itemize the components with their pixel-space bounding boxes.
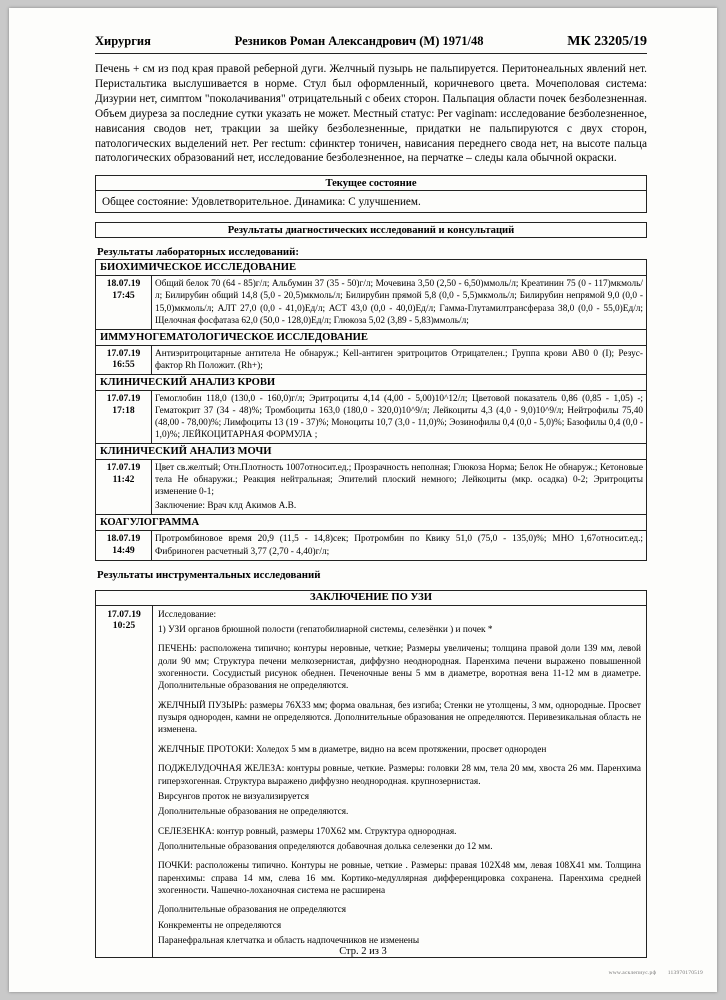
intro-paragraph: Печень + см из под края правой реберной дуги. Желчный пузырь не пальпируется. Перитонеальных явлений нет. Перистальтика выслушивается в норме. Стул был оформленный, коричневого цвета. Мочеполовая система: Дизурии нет, симптом "поколачивания" отрицательный с обеих сторон. Пальпация области почек безболезненная. Объем диуреза за последние сутки указать не может. Местный статус: Per vaginam: исследование безболезненное, нависания сводов нет, тракции за шейку безболезненные, придатки не пальпируются с двух сторон, патологических выделений нет. Per rectum: сфинктер тоничен, нависания переднего свода нет, на высоте пальца патологических образований нет, исследование безболезненное, на перчатке – следы кала обычной окраски. xyxy=(95,63,647,165)
usi-time: 10:25 xyxy=(112,620,136,632)
table-row xyxy=(96,276,647,329)
table-row xyxy=(96,374,647,390)
lab-datetime xyxy=(96,276,152,329)
usi-datetime xyxy=(96,606,153,957)
usi-paragraph: Дополнительные образования не определяются xyxy=(158,905,347,916)
usi-block xyxy=(95,606,647,958)
lab-values xyxy=(152,460,647,515)
usi-paragraph: 1) УЗИ органов брюшной полости (гепатобилиарной системы, селезёнки ) и почек * xyxy=(158,624,493,635)
page-number: Стр. 2 из 3 xyxy=(339,946,387,957)
lab-values: Общий белок 70 (64 - 85)г/л; Альбумин 37 (35 - 50)г/л; Мочевина 3,50 (2,50 - 6,50)ммоль/л; Креатинин 75 (0 - 117)мкмоль/л; Билирубин общий 14,8 (5,0 - 20,5)мкмоль/л; Билирубин прямой 5,8 (0,0 - 5,5)мкмоль/л; Билирубин непрямой 9,0 (0,0 - 15,0)мкмоль/л; АЛТ 27,0 (0,0 - 41,0)Ед/л; АСТ 43,0 (0,0 - 40,0)Ед/л; Гамма-Глутамилтрансфераза 38,0 (0,0 - 55,0)Ед/л; Щелочная фосфатаза 62,0 (50,0 - 128,0)Ед/л; Глюкоза 5,02 (3,89 - 5,83)ммоль/л; xyxy=(152,276,647,329)
lab-results-table xyxy=(95,259,647,560)
table-row xyxy=(96,515,647,531)
footer-site: www.асклепиус.рф xyxy=(608,970,657,976)
usi-paragraph: ПОЧКИ: расположены типично. Контуры не ровные, четкие . Размеры: правая 102Х48 мм, левая 108Х41 мм. Толщина паренхимы: справа 14 мм, слева 16 мм. Кортико-медуллярная дифференцировка сохранена. Паренхима средней эхогенности. Чашечно-лоханочная система не расширена xyxy=(158,861,641,897)
usi-paragraph: ЖЕЛЧНЫЙ ПУЗЫРЬ: размеры 76Х33 мм; форма овальная, без изгиба; Стенки не утолщены, 3 мм, однородные. Просвет пузыря однороден, камни не определяются. Дополнительные образования не определяются. Перивезикальная область не изменена. xyxy=(158,700,641,736)
lab-time: 11:42 xyxy=(112,473,135,485)
document-header xyxy=(95,34,647,54)
lab-values: Протромбиновое время 20,9 (11,5 - 14,8)сек; Протромбин по Квику 51,0 (75,0 - 135,0)%; МНО 1,67относит.ед.; Фибриноген расчетный 3,77 (2,70 - 4,40)г/л; xyxy=(152,531,647,560)
department-name: Хирургия xyxy=(95,34,151,48)
current-state-text: Общее состояние: Удовлетворительное. Динамика: С улучшением. xyxy=(95,191,647,213)
table-row xyxy=(96,329,647,345)
footer-code: 113970170519 xyxy=(667,970,703,976)
table-row xyxy=(96,390,647,443)
lab-datetime xyxy=(96,531,152,560)
table-row xyxy=(96,460,647,515)
lab-date: 18.07.19 xyxy=(106,533,141,545)
usi-paragraph: Дополнительные образования определяются добавочная долька селезенки до 12 мм. xyxy=(158,841,493,852)
diagnostics-title: Результаты диагностических исследований и консультаций xyxy=(95,222,647,238)
lab-values: Гемоглобин 118,0 (130,0 - 160,0)г/л; Эритроциты 4,14 (4,00 - 5,00)10^12/л; Цветовой показатель 0,86 (0,85 - 1,05) -; Гематокрит 37 (34 - 48)%; Тромбоциты 163,0 (180,0 - 320,0)10^9/л; Лейкоциты 4,3 (4,0 - 9,0)10^9/л; Нейтрофилы 75,40 (48,00 - 78,00)%; Лимфоциты 13 (19 - 37)%; Моноциты 10,7 (3,0 - 11,0)%; Эозинофилы 0,4 (0,0 - 5,0)%; Базофилы 0,4 (0,0 - 1,0)%; ЛЕЙКОЦИТАРНАЯ ФОРМУЛА ; xyxy=(152,390,647,443)
lab-category: КЛИНИЧЕСКИЙ АНАЛИЗ КРОВИ xyxy=(96,374,647,390)
usi-paragraph: Конкременты не определяются xyxy=(158,920,282,931)
lab-category: КЛИНИЧЕСКИЙ АНАЛИЗ МОЧИ xyxy=(96,444,647,460)
lab-time: 17:18 xyxy=(112,404,135,416)
lab-date: 17.07.19 xyxy=(106,347,141,359)
usi-conclusion-title: ЗАКЛЮЧЕНИЕ ПО УЗИ xyxy=(95,590,647,606)
usi-text xyxy=(153,606,646,957)
usi-paragraph: Вирсунгов проток не визуализируется xyxy=(158,791,309,802)
lab-datetime xyxy=(96,460,152,515)
instrumental-results-subtitle: Результаты инструментальных исследований xyxy=(97,568,321,581)
lab-date: 17.07.19 xyxy=(106,462,141,474)
table-row xyxy=(96,260,647,276)
table-row xyxy=(96,444,647,460)
usi-paragraph: СЕЛЕЗЕНКА: контур ровный, размеры 170Х62 мм. Структура однородная. xyxy=(158,826,457,837)
lab-time: 14:49 xyxy=(112,545,135,557)
lab-results-subtitle: Результаты лабораторных исследований: xyxy=(97,246,299,259)
lab-date: 17.07.19 xyxy=(106,392,141,404)
document-body xyxy=(95,34,647,958)
document-page xyxy=(9,8,717,992)
usi-paragraph: ПЕЧЕНЬ: расположена типично; контуры неровные, четкие; Размеры увеличены; толщина правой доли 139 мм, левой доли 90 мм; Структура печени мелкозернистая, диффузно неоднородная. Паренхима печени выражено повышенной эхогенности. Сосудистый рисунок обеднен. Печеночные вены 5 мм в диаметре, воротная вена 11-12 мм в диаметре. Дополнительные образования не определяются. xyxy=(158,644,641,692)
lab-datetime xyxy=(96,345,152,374)
lab-values: Антиэритроцитарные антитела Не обнаруж.; Kell-антиген эритроцитов Отрицателен.; Группа крови АВ0 0 (I); Резус-фактор Rh Положит. (Rh+); xyxy=(152,345,647,374)
lab-time: 17:45 xyxy=(112,290,135,302)
table-row xyxy=(96,531,647,560)
usi-paragraph: Паранефральная клетчатка и область надпочечников не изменены xyxy=(158,936,420,947)
lab-category: БИОХИМИЧЕСКОЕ ИССЛЕДОВАНИЕ xyxy=(96,260,647,276)
footer-meta xyxy=(599,970,703,976)
current-state-title: Текущее состояние xyxy=(95,175,647,191)
lab-category: КОАГУЛОГРАММА xyxy=(96,515,647,531)
lab-datetime xyxy=(96,390,152,443)
lab-category: ИММУНОГЕМАТОЛОГИЧЕСКОЕ ИССЛЕДОВАНИЕ xyxy=(96,329,647,345)
lab-date: 18.07.19 xyxy=(106,278,141,290)
table-row xyxy=(96,345,647,374)
lab-values-text: Цвет св.желтый; Отн.Плотность 1007относит.ед.; Прозрачность неполная; Глюкоза Норма; Белок Не обнаруж.; Кетоновые тела Не обнаружи.; Реакция нейтральная; Эпителий плоский немного; Лейкоциты (мкр. осадка) 0-2; Эритроциты изменение 0-1; xyxy=(155,463,643,498)
lab-time: 16:55 xyxy=(112,359,135,371)
usi-paragraph: ПОДЖЕЛУДОЧНАЯ ЖЕЛЕЗА: контуры ровные, четкие. Размеры: головки 28 мм, тела 20 мм, хвоста 26 мм. Паренхима гиперэхогенная. Структура выражено диффузно неоднородная. крупнозернистая. xyxy=(158,764,641,787)
card-number: МК 23205/19 xyxy=(567,34,647,49)
lab-conclusion: Заключение: Врач клд Акимов А.В. xyxy=(155,501,297,512)
usi-paragraph: ЖЕЛЧНЫЕ ПРОТОКИ: Холедох 5 мм в диаметре, видно на всем протяжении, просвет однороден xyxy=(158,744,547,755)
patient-name: Резников Роман Александрович (М) 1971/48 xyxy=(234,34,484,48)
usi-paragraph: Дополнительные образования не определяются. xyxy=(158,807,349,818)
usi-date: 17.07.19 xyxy=(107,608,141,620)
usi-paragraph: Исследование: xyxy=(158,609,217,620)
